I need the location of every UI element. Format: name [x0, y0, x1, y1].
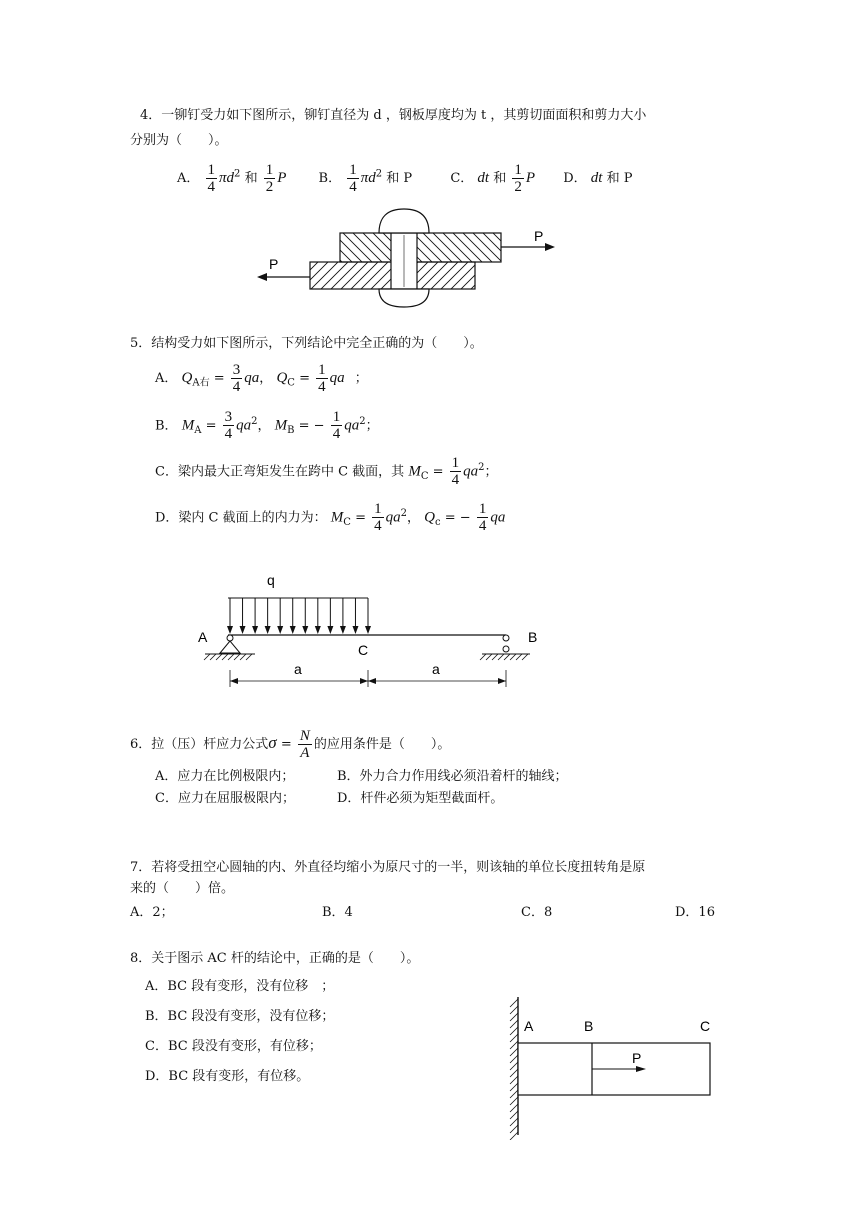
q5-option-d: D．梁内 C 截面上的内力为： $M_C$ = $\frac{1}{4}$ $qa^2$， $Q_c$ = − $\frac{1}{4}$ qa: [155, 501, 506, 535]
q6-option-a: A．应力在比例极限内；: [155, 769, 295, 784]
load-arrow: [252, 598, 258, 634]
q4-option-b: B． $\frac{1}{4}$ $\pi d^2$ 和 P: [318, 162, 413, 196]
load-arrow: [302, 598, 308, 634]
q5-fig-label-c: C: [358, 642, 369, 658]
q4-fig-p-right: P: [534, 228, 544, 244]
q5-option-c: C．梁内最大正弯矩发生在跨中 C 截面，其 $M_C$ = $\frac{1}{4}$ $qa^2$；: [155, 455, 498, 489]
q7-option-c: C．8: [521, 905, 553, 920]
q4-stem-line2: 分别为（ ）。: [130, 133, 228, 148]
q5-option-b: B． $M_A$ = $\frac{3}{4}$ $qa^2$， $M_B$ = − $\frac{1}{4}$ $qa^2$；: [155, 409, 379, 443]
q5-fig-label-b: B: [528, 629, 538, 645]
distributed-load-arrows: [227, 598, 371, 634]
load-arrow: [227, 598, 233, 634]
q8-stem: 8．关于图示 AC 杆的结论中，正确的是（ ）。: [130, 951, 420, 966]
q8-option-b: B．BC 段没有变形，没有位移；: [145, 1009, 335, 1024]
q4-options: [177, 155, 632, 195]
q4-option-c: C． dt 和 $\frac{1}{2}$ P: [450, 162, 536, 196]
q8-fig-label-b: B: [584, 1018, 594, 1034]
q4-rivet-figure: [255, 205, 575, 310]
q5-fig-q: q: [267, 572, 275, 588]
q4-fig-p-left: P: [269, 256, 279, 272]
q8-option-c: C．BC 段没有变形，有位移；: [145, 1039, 322, 1054]
pin-support-a: [220, 641, 240, 653]
q5-fig-dim-a2: a: [432, 661, 440, 677]
load-arrow: [340, 598, 346, 634]
load-arrow: [327, 598, 333, 634]
q6-option-b: B．外力合力作用线必须沿着杆的轴线；: [337, 769, 568, 784]
q8-bar-figure: [500, 995, 725, 1140]
q5-fig-dim-a1: a: [294, 661, 302, 677]
q7-option-b: B．4: [322, 905, 353, 920]
q5-option-a: A． $Q_{A右}$ = $\frac{3}{4}$ qa， $Q_C$ = $\frac{1}{4}$ qa ；: [155, 362, 368, 395]
arrow-right-icon: [545, 243, 555, 251]
q7-option-a: A．2；: [130, 905, 174, 920]
q7-stem-line1: 7．若将受扭空心圆轴的内、外直径均缩小为原尺寸的一半，则该轴的单位长度扭转角是原: [130, 860, 646, 875]
q6-option-c: C．应力在屈服极限内；: [155, 791, 295, 806]
q8-option-a: A．BC 段有变形，没有位移 ；: [145, 979, 335, 994]
q5-stem: 5．结构受力如下图所示，下列结论中完全正确的为（ ）。: [130, 336, 483, 351]
q8-fig-p: P: [632, 1050, 642, 1066]
q8-fig-label-c: C: [700, 1018, 711, 1034]
q7-option-d: D．16: [675, 905, 715, 920]
q5-fig-label-a: A: [198, 629, 208, 645]
q4-option-a: A． $\frac{1}{4}$ $\pi d^2$ 和 $\frac{1}{2}$ P: [177, 162, 287, 196]
arrow-left-icon: [257, 273, 267, 281]
load-arrow: [315, 598, 321, 634]
load-arrow: [290, 598, 296, 634]
load-arrow: [265, 598, 271, 634]
rivet-head-bottom: [379, 289, 429, 307]
q5-beam-figure: [190, 565, 550, 695]
q8-option-d: D．BC 段有变形，有位移。: [145, 1069, 310, 1084]
q4-option-d: D． dt 和 P: [563, 170, 633, 187]
rivet-head-top: [379, 209, 429, 233]
load-arrow: [352, 598, 358, 634]
load-arrow: [240, 598, 246, 634]
q7-stem-line2: 来的（ ）倍。: [130, 881, 235, 896]
q8-fig-label-a: A: [524, 1018, 534, 1034]
load-arrow: [277, 598, 283, 634]
load-arrow: [365, 598, 371, 634]
q6-option-d: D．杆件必须为矩型截面杆。: [337, 791, 504, 806]
upper-plate: [340, 233, 501, 262]
q6-stem: 6．拉（压）杆应力公式σ = $\frac{N}{A}$ 的应用条件是（ ）。: [130, 728, 451, 761]
q4-stem-line1: 4．一铆钉受力如下图所示，铆钉直径为 d ，钢板厚度均为 t ，其剪切面面积和剪力大小: [140, 108, 647, 123]
roller-support-b: [503, 646, 509, 652]
